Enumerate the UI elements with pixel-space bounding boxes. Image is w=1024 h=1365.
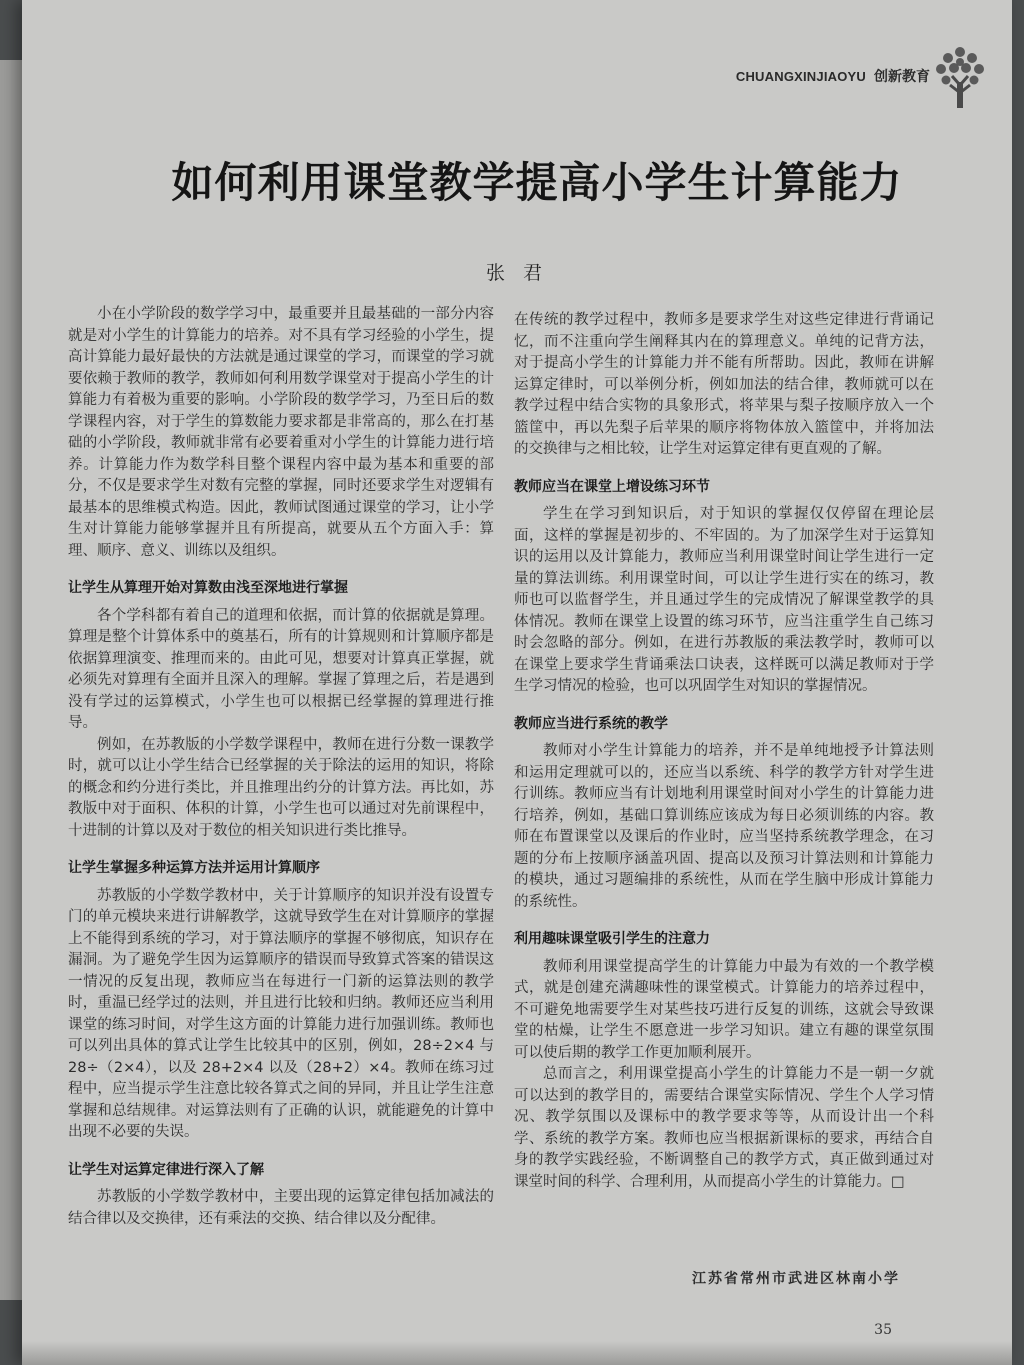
journal-page [22, 0, 1012, 1365]
page-bottom-shadow [22, 1341, 1012, 1365]
paragraph: 教师对小学生计算能力的培养，并不是单纯地授予计算法则和运用定理就可以的，还应当以系统、科学的教学方针对学生进行训练。教师应当有计划地利用课堂时间对小学生的计算能力进行培养，例如，基础口算训练应该成为每日必须训练的内容。教师在布置课堂以及课后的作业时，应当坚持系统教学理念，在习题的分布上按顺序涵盖巩固、提高以及预习计算法则和计算能力的模块，通过习题编排的系统性，从而在学生脑中形成计算能力的系统性。 [514, 743, 934, 910]
header-section: 创新教育 [874, 68, 930, 84]
author-affiliation: 江苏省常州市武进区林南小学 [692, 1271, 900, 1287]
paragraph: 教师利用课堂提高学生的计算能力中最为有效的一个教学模式，就是创建充满趣味性的课堂模式。计算能力的培养过程中，不可避免地需要学生对某些技巧进行反复的训练，这就会导致课堂的枯燥，让学生不愿意进一步学习知识。建立有趣的课堂氛围可以使后期的教学工作更加顺利展开。 [514, 958, 934, 1061]
article-author: 张 君 [485, 262, 549, 284]
section-heading-systematic-teaching: 教师应当进行系统的教学 [514, 715, 668, 732]
article-title: 如何利用课堂教学提高小学生计算能力 [171, 158, 903, 207]
right-column [514, 310, 934, 1193]
tree-icon [932, 40, 988, 110]
conclusion-paragraph: 总而言之，利用课堂提高小学生的计算能力不是一朝一夕就可以达到的教学目的，需要结合课堂实际情况、学生个人学习情况、教学氛围以及课标中的教学要求等等，从而设计出一个科学、系统的教学方案。教师也应当根据新课标的要求，再结合自身的教学实践经验，不断调整自己的教学方式，真正做到通过对课堂时间的科学、合理利用，从而提高小学生的计算能力。□ [514, 1066, 934, 1190]
paragraph: 苏教版的小学数学教材中，主要出现的运算定律包括加减法的结合律以及交换律，还有乘法的交换、结合律以及分配律。 [68, 1189, 494, 1227]
left-column [68, 304, 494, 1230]
section-heading-operation-laws: 让学生对运算定律进行深入了解 [68, 1161, 264, 1178]
paragraph: 学生在学习到知识后，对于知识的掌握仅仅停留在理论层面，这样的掌握是初步的、不牢固的。为了加深学生对于运算知识的运用以及计算能力，教师应当利用课堂时间让学生进行一定量的算法训练。利用课堂时间，可以让学生进行实在的练习，教师也可以监督学生，并且通过学生的完成情况了解课堂教学的具体情况。教师在课堂上设置的练习环节，应当注重学生自己练习时会忽略的部分。例如，在进行苏教版的乘法教学时，教师可以在课堂上要求学生背诵乘法口诀表，这样既可以满足教师对于学生学习情况的检验，也可以巩固学生对知识的掌握情况。 [514, 506, 934, 694]
paragraph: 各个学科都有着自己的道理和依据，而计算的依据就是算理。算理是整个计算体系中的奠基石，所有的计算规则和计算顺序都是依据算理演变、推理而来的。由此可见，想要对计算真正掌握，就必须先对算理有全面并且深入的理解。掌握了算理之后，若是遇到没有学过的运算模式，小学生也可以根据已经掌握的算理进行推导。 [68, 607, 494, 731]
section-heading-fun-classroom: 利用趣味课堂吸引学生的注意力 [514, 931, 710, 947]
previous-page-edge [0, 60, 22, 1300]
section-heading-operation-order: 让学生掌握多种运算方法并运用计算顺序 [68, 860, 320, 876]
paragraph: 苏教版的小学数学教材中，关于计算顺序的知识并没有设置专门的单元模块来进行讲解教学，这就导致学生在对计算顺序的掌握上不能得到系统的学习，对于算法顺序的掌握不够彻底，知识存在漏洞。为了避免学生因为运算顺序的错误而导致算式答案的错误这一情况的反复出现，教师应当在每进行一门新的运算法则的教学时，重温已经学过的法则，并且进行比较和归纳。教师还应当利用课堂的练习时间，对学生这方面的计算能力进行加强训练。教师也可以列出具体的算式让学生比较其中的区别，例如，28÷2×4 与 28÷（2×4），以及 28+2×4 以及（28+2）×4。教师在练习过程中，应当提示学生注意比较各算式之间的异同，并且让学生注意掌握和总结规律。对运算法则有了正确的认识，就能避免的计算中出现不必要的失误。 [68, 887, 494, 1140]
header-pinyin: CHUANGXINJIAOYU [735, 68, 866, 84]
paragraph-continued: 在传统的教学过程中，教师多是要求学生对这些定律进行背诵记忆，而不注重向学生阐释其内在的算理意义。单纯的记背方法，对于提高小学生的计算能力并不能有所帮助。因此，教师在讲解运算定律时，可以举例分析，例如加法的结合律，教师就可以在教学过程中结合实物的具象形式，将苹果与梨子按顺序放入一个篮筐中，再以先梨子后苹果的顺序将物体放入篮筐中，并将加法的交换律与之相比较，让学生对运算定律有更直观的了解。 [514, 312, 934, 457]
journal-header [736, 66, 930, 86]
paragraph: 例如，在苏教版的小学数学课程中，教师在进行分数一课教学时，就可以让小学生结合已经掌握的关于除法的运用的知识，将除的概念和约分进行类比，并且推理出约分的计算方法。再比如，苏教版中对于面积、体积的计算，小学生也可以通过对先前课程中，十进制的计算以及对于数位的相关知识进行类比推导。 [68, 736, 494, 839]
page-number: 35 [874, 1322, 892, 1338]
section-heading-arithmetic-principle: 让学生从算理开始对算数由浅至深地进行掌握 [68, 580, 348, 596]
section-heading-practice: 教师应当在课堂上增设练习环节 [514, 478, 710, 495]
intro-paragraph: 小在小学阶段的数学学习中，最重要并且最基础的一部分内容就是对小学生的计算能力的培养。对不具有学习经验的小学生，提高计算能力最好最快的方法就是通过课堂的学习，而课堂的学习就要依赖于教师的教学，教师如何利用数学课堂对于提高小学生的计算能力有着极为重要的影响。小学阶段的数学学习，乃至日后的数学课程内容，对于学生的算数能力要求都是非常高的，那么在打基础的小学阶段，教师就非常有必要着重对小学生的计算能力进行培养。计算能力作为数学科目整个课程内容中最为基本和重要的部分，不仅是要求学生对数有完整的掌握，同时还要求学生对逻辑有最基本的思维模式构造。因此，教师试图通过课堂的学习，让小学生对计算能力能够掌握并且有所提高，就要从五个方面入手：算理、顺序、意义、训练以及组织。 [68, 306, 494, 559]
